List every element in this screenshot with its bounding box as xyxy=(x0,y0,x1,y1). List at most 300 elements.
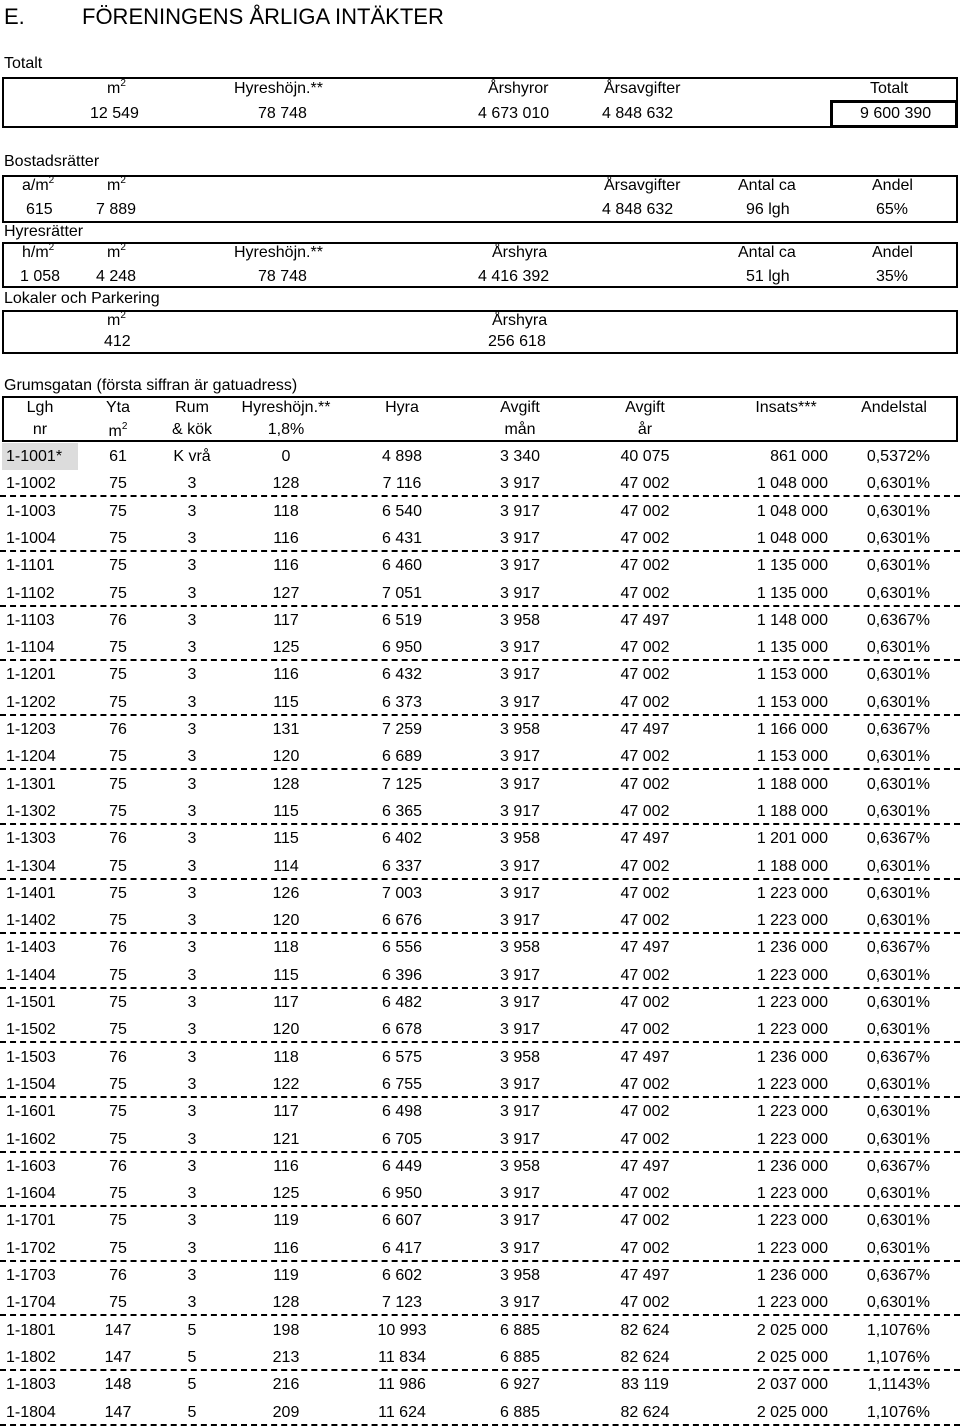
cell-avgift-ar: 47 002 xyxy=(620,912,670,930)
cell-hyra: 6 676 xyxy=(381,912,423,930)
cell-hyreshojn: 116 xyxy=(273,1239,299,1257)
lokaler-header-m2: $m^2$ xyxy=(107,310,126,329)
table-row xyxy=(0,1207,960,1234)
cell-avgift-ar: 47 002 xyxy=(620,557,670,575)
table-row xyxy=(0,1016,960,1043)
cell-hyreshojn: 115 xyxy=(273,802,299,820)
cell-lgh: 1-1504 xyxy=(6,1075,56,1093)
cell-avgift-man: 6 885 xyxy=(499,1321,541,1339)
cell-hyra: 7 125 xyxy=(381,775,423,793)
cell-andelstal: 0,6301% xyxy=(866,475,930,493)
cell-lgh: 1-1403 xyxy=(6,939,56,957)
cell-insats: 1 135 000 xyxy=(756,557,828,575)
cell-rum: 3 xyxy=(187,802,197,820)
bostadsratter-header-antal: Antal ca xyxy=(738,177,796,194)
cell-hyreshojn: 116 xyxy=(273,1157,299,1175)
cell-andelstal: 1,1076% xyxy=(866,1403,930,1421)
bostadsratter-value-andel: 65% xyxy=(876,201,909,218)
cell-hyra: 6 678 xyxy=(381,1021,423,1039)
table-row xyxy=(0,443,960,470)
cell-lgh: 1-1002 xyxy=(6,475,56,493)
cell-hyreshojn: 118 xyxy=(273,502,299,520)
cell-insats: 1 223 000 xyxy=(756,1075,828,1093)
cell-insats: 1 148 000 xyxy=(756,611,828,629)
cell-avgift-ar: 47 002 xyxy=(620,748,670,766)
cell-rum: 3 xyxy=(187,1075,197,1093)
cell-avgift-ar: 47 002 xyxy=(620,1294,670,1312)
cell-insats: 2 025 000 xyxy=(756,1403,828,1421)
cell-andelstal: 0,6301% xyxy=(866,529,930,547)
cell-hyreshojn: 216 xyxy=(272,1376,300,1394)
totalt-label: Totalt xyxy=(4,55,43,72)
bostadsratter-label: Bostadsrätter xyxy=(4,153,100,170)
cell-insats: 1 223 000 xyxy=(756,1103,828,1121)
table-row xyxy=(0,825,960,852)
cell-insats: 1 188 000 xyxy=(756,857,828,875)
cell-hyra: 6 950 xyxy=(381,1185,423,1203)
cell-insats: 1 236 000 xyxy=(756,1157,828,1175)
cell-lgh: 1-1801 xyxy=(6,1321,56,1339)
cell-rum: 5 xyxy=(187,1376,197,1394)
cell-avgift-ar: 40 075 xyxy=(620,448,670,465)
cell-avgift-man: 3 917 xyxy=(499,1021,541,1039)
cell-avgift-man: 3 917 xyxy=(499,502,541,520)
hyresratter-value-antal: 51 lgh xyxy=(746,268,790,285)
cell-yta: 76 xyxy=(109,721,127,738)
cell-rum: 3 xyxy=(187,584,197,602)
cell-lgh: 1-1704 xyxy=(6,1294,56,1312)
cell-andelstal: 1,1076% xyxy=(866,1348,930,1366)
cell-hyreshojn: 213 xyxy=(272,1348,300,1366)
cell-yta: 75 xyxy=(109,1130,127,1148)
cell-yta: 75 xyxy=(109,693,127,711)
cell-andelstal: 0,6301% xyxy=(866,1239,930,1257)
cell-insats: 1 166 000 xyxy=(756,721,828,738)
header-andelstal: Andelstal xyxy=(861,399,927,416)
cell-yta: 75 xyxy=(109,748,127,766)
table-row xyxy=(0,689,960,716)
cell-rum: 3 xyxy=(187,939,197,957)
cell-avgift-ar: 47 497 xyxy=(620,1267,670,1284)
table-row xyxy=(0,634,960,661)
cell-avgift-man: 3 917 xyxy=(499,1130,541,1148)
hyresratter-value-arshyra: 4 416 392 xyxy=(478,268,550,285)
table-row xyxy=(0,1126,960,1153)
cell-avgift-man: 6 927 xyxy=(499,1376,541,1394)
cell-hyreshojn: 115 xyxy=(273,693,299,711)
cell-rum: 3 xyxy=(187,611,197,629)
cell-rum: 3 xyxy=(187,966,197,984)
cell-lgh: 1-1602 xyxy=(6,1130,56,1148)
cell-insats: 1 048 000 xyxy=(756,475,828,493)
cell-insats: 1 236 000 xyxy=(756,1267,828,1284)
cell-andelstal: 0,6301% xyxy=(866,666,930,684)
cell-yta: 76 xyxy=(109,611,127,629)
hyresratter-value-hyreshojn: 78 748 xyxy=(258,268,307,285)
table-row xyxy=(0,1044,960,1071)
hyresratter-header-andel: Andel xyxy=(872,244,913,261)
table-row xyxy=(0,1071,960,1098)
cell-yta: 61 xyxy=(109,448,127,465)
cell-rum: 3 xyxy=(187,721,197,738)
table-row xyxy=(0,716,960,743)
cell-lgh: 1-1402 xyxy=(6,912,56,930)
totalt-value-totalt: 9 600 390 xyxy=(860,105,932,122)
cell-andelstal: 0,5372% xyxy=(866,448,930,465)
header-rum: Rum xyxy=(175,399,209,416)
header-avgift-man: Avgift xyxy=(500,399,540,416)
cell-lgh: 1-1001* xyxy=(6,448,63,465)
cell-avgift-ar: 47 002 xyxy=(620,639,670,657)
cell-yta: 76 xyxy=(109,1157,127,1175)
cell-hyra: 6 540 xyxy=(381,502,423,520)
cell-lgh: 1-1404 xyxy=(6,966,56,984)
cell-avgift-ar: 47 002 xyxy=(620,475,670,493)
cell-insats: 1 223 000 xyxy=(756,1130,828,1148)
cell-insats: 1 135 000 xyxy=(756,584,828,602)
cell-insats: 1 223 000 xyxy=(756,1185,828,1203)
cell-andelstal: 0,6301% xyxy=(866,1021,930,1039)
cell-hyra: 6 556 xyxy=(381,939,423,957)
cell-avgift-man: 3 917 xyxy=(499,557,541,575)
cell-avgift-ar: 47 002 xyxy=(620,1130,670,1148)
cell-hyra: 6 396 xyxy=(381,966,423,984)
cell-hyra: 6 689 xyxy=(381,748,423,766)
table-row xyxy=(0,907,960,934)
cell-yta: 75 xyxy=(109,775,127,793)
hyresratter-header-hyreshojn: Hyreshöjn.** xyxy=(234,244,323,261)
lokaler-value-arshyra: 256 618 xyxy=(488,333,546,350)
cell-insats: 1 223 000 xyxy=(756,966,828,984)
cell-hyra: 6 373 xyxy=(381,693,423,711)
cell-hyreshojn: 116 xyxy=(273,557,299,575)
cell-andelstal: 0,6301% xyxy=(866,693,930,711)
cell-avgift-ar: 47 002 xyxy=(620,666,670,684)
cell-avgift-ar: 47 002 xyxy=(620,884,670,902)
cell-avgift-ar: 47 002 xyxy=(620,857,670,875)
bostadsratter-value-antal: 96 lgh xyxy=(746,201,790,218)
cell-hyra: 11 986 xyxy=(378,1376,426,1394)
cell-rum: 5 xyxy=(187,1348,197,1366)
cell-avgift-man: 3 917 xyxy=(499,639,541,657)
cell-hyreshojn: 125 xyxy=(272,639,300,657)
totalt-header-m2: $m^2$ xyxy=(107,78,126,97)
cell-lgh: 1-1604 xyxy=(6,1185,56,1203)
cell-hyra: 7 123 xyxy=(381,1294,423,1312)
row-divider xyxy=(0,1424,960,1426)
header2-rum: & kök xyxy=(171,421,212,438)
cell-lgh: 1-1802 xyxy=(6,1348,56,1366)
cell-avgift-ar: 47 002 xyxy=(620,1103,670,1121)
cell-rum: 5 xyxy=(187,1403,197,1421)
cell-hyra: 6 519 xyxy=(381,611,423,629)
cell-andelstal: 0,6367% xyxy=(866,939,930,957)
cell-andelstal: 0,6301% xyxy=(866,884,930,902)
hyresratter-value-m2: 4 248 xyxy=(96,268,137,285)
cell-insats: 1 048 000 xyxy=(756,529,828,547)
cell-andelstal: 0,6301% xyxy=(866,775,930,793)
lokaler-box xyxy=(2,310,958,354)
cell-hyreshojn: 122 xyxy=(272,1075,300,1093)
cell-yta: 75 xyxy=(109,1212,127,1230)
cell-yta: 75 xyxy=(109,802,127,820)
header-lgh: Lgh xyxy=(26,399,54,416)
cell-rum: 3 xyxy=(187,857,197,875)
cell-lgh: 1-1302 xyxy=(6,802,56,820)
cell-hyreshojn: 117 xyxy=(273,611,299,629)
cell-rum: 3 xyxy=(187,475,197,493)
cell-insats: 1 223 000 xyxy=(756,994,828,1011)
cell-avgift-ar: 47 497 xyxy=(620,830,670,848)
cell-yta: 148 xyxy=(104,1376,132,1394)
cell-hyreshojn: 128 xyxy=(272,475,300,493)
cell-yta: 75 xyxy=(109,666,127,684)
cell-insats: 1 153 000 xyxy=(756,693,828,711)
cell-yta: 76 xyxy=(109,1048,127,1066)
cell-rum: 3 xyxy=(187,775,197,793)
cell-hyreshojn: 120 xyxy=(272,1021,300,1039)
cell-rum: 3 xyxy=(187,1185,197,1203)
cell-avgift-man: 3 917 xyxy=(499,1185,541,1203)
section-letter: E. xyxy=(4,4,25,29)
cell-andelstal: 0,6367% xyxy=(866,721,930,738)
cell-hyra: 7 116 xyxy=(382,475,422,493)
cell-lgh: 1-1203 xyxy=(6,721,56,738)
cell-avgift-ar: 47 002 xyxy=(620,529,670,547)
header2-avgift-ar: år xyxy=(637,421,653,438)
cell-hyra: 6 431 xyxy=(381,529,423,547)
cell-andelstal: 0,6301% xyxy=(866,639,930,657)
cell-hyra: 6 607 xyxy=(381,1212,423,1230)
cell-andelstal: 0,6301% xyxy=(866,1130,930,1148)
cell-hyra: 6 432 xyxy=(381,666,423,684)
cell-hyreshojn: 117 xyxy=(273,1103,299,1121)
cell-hyreshojn: 115 xyxy=(273,830,299,848)
lokaler-header-arshyra: Årshyra xyxy=(492,312,548,329)
cell-hyra: 4 898 xyxy=(381,448,423,465)
header-insats: Insats*** xyxy=(755,399,817,416)
cell-hyreshojn: 128 xyxy=(272,1294,300,1312)
table-row xyxy=(0,1371,960,1398)
table-row xyxy=(0,1289,960,1316)
cell-lgh: 1-1101 xyxy=(6,557,55,575)
cell-rum: 3 xyxy=(187,912,197,930)
cell-andelstal: 0,6301% xyxy=(866,994,930,1011)
cell-hyra: 6 402 xyxy=(381,830,423,848)
cell-avgift-ar: 47 002 xyxy=(620,775,670,793)
cell-yta: 75 xyxy=(109,966,127,984)
cell-avgift-man: 3 917 xyxy=(499,666,541,684)
cell-insats: 1 236 000 xyxy=(756,939,828,957)
cell-hyra: 6 482 xyxy=(381,994,423,1011)
table-row xyxy=(0,1262,960,1289)
cell-lgh: 1-1102 xyxy=(6,584,55,602)
cell-avgift-ar: 47 497 xyxy=(620,721,670,738)
cell-insats: 1 223 000 xyxy=(756,912,828,930)
cell-lgh: 1-1803 xyxy=(6,1376,56,1394)
table-row xyxy=(0,1180,960,1207)
cell-yta: 76 xyxy=(109,1267,127,1284)
cell-lgh: 1-1501 xyxy=(6,994,56,1011)
cell-yta: 76 xyxy=(109,939,127,957)
cell-avgift-ar: 47 497 xyxy=(620,1157,670,1175)
cell-lgh: 1-1202 xyxy=(6,693,56,711)
header-yta: Yta xyxy=(105,399,130,416)
cell-avgift-ar: 47 002 xyxy=(620,584,670,602)
bostadsratter-box xyxy=(2,175,958,223)
cell-hyra: 6 705 xyxy=(381,1130,423,1148)
cell-rum: 3 xyxy=(187,502,197,520)
cell-hyreshojn: 117 xyxy=(273,994,299,1011)
cell-hyreshojn: 119 xyxy=(273,1267,299,1284)
cell-avgift-ar: 47 002 xyxy=(620,502,670,520)
cell-avgift-man: 3 958 xyxy=(499,1157,541,1175)
totalt-header-arshyror: Årshyror xyxy=(488,80,549,97)
cell-yta: 75 xyxy=(109,502,127,520)
cell-andelstal: 0,6301% xyxy=(866,857,930,875)
cell-yta: 75 xyxy=(109,912,127,930)
hyresratter-value-h-m2: 1 058 xyxy=(20,268,61,285)
cell-insats: 2 025 000 xyxy=(756,1348,828,1366)
table-row xyxy=(0,1235,960,1262)
cell-yta: 147 xyxy=(104,1321,132,1339)
cell-lgh: 1-1503 xyxy=(6,1048,56,1066)
cell-insats: 1 188 000 xyxy=(756,802,828,820)
cell-avgift-man: 3 917 xyxy=(499,884,541,902)
cell-andelstal: 0,6367% xyxy=(866,830,930,848)
table-row xyxy=(0,525,960,552)
table-row xyxy=(0,552,960,579)
cell-avgift-ar: 47 497 xyxy=(620,939,670,957)
cell-andelstal: 0,6301% xyxy=(866,1075,930,1093)
cell-insats: 1 188 000 xyxy=(756,775,828,793)
cell-rum: 3 xyxy=(187,639,197,657)
hyresratter-header-antal: Antal ca xyxy=(738,244,796,261)
header-hyra: Hyra xyxy=(385,399,419,416)
cell-hyra: 6 337 xyxy=(381,857,423,875)
cell-andelstal: 1,1076% xyxy=(866,1321,930,1339)
cell-lgh: 1-1603 xyxy=(6,1157,56,1175)
cell-lgh: 1-1401 xyxy=(6,884,56,902)
cell-avgift-ar: 47 002 xyxy=(620,966,670,984)
cell-hyreshojn: 121 xyxy=(272,1130,300,1148)
cell-lgh: 1-1003 xyxy=(6,502,56,520)
cell-andelstal: 0,6301% xyxy=(866,502,930,520)
cell-andelstal: 0,6367% xyxy=(866,1048,930,1066)
cell-yta: 75 xyxy=(109,584,127,602)
totalt-value-arsavgifter: 4 848 632 xyxy=(602,105,674,122)
cell-rum: 3 xyxy=(187,1212,197,1230)
cell-avgift-man: 3 917 xyxy=(499,693,541,711)
cell-insats: 1 223 000 xyxy=(756,1239,828,1257)
cell-avgift-man: 3 917 xyxy=(499,1212,541,1230)
cell-avgift-man: 3 958 xyxy=(499,611,541,629)
cell-yta: 75 xyxy=(109,1103,127,1121)
cell-hyreshojn: 115 xyxy=(273,966,299,984)
cell-andelstal: 0,6301% xyxy=(866,1294,930,1312)
page-title: FÖRENINGENS ÅRLIGA INTÄKTER xyxy=(82,4,444,29)
cell-lgh: 1-1804 xyxy=(6,1403,56,1421)
cell-insats: 1 048 000 xyxy=(756,502,828,520)
cell-hyreshojn: 131 xyxy=(272,721,300,738)
cell-lgh: 1-1502 xyxy=(6,1021,56,1039)
cell-avgift-man: 3 917 xyxy=(499,775,541,793)
cell-insats: 861 000 xyxy=(770,448,828,465)
cell-avgift-man: 3 917 xyxy=(499,802,541,820)
cell-yta: 75 xyxy=(109,557,127,575)
header2-avgift-man: mån xyxy=(504,421,536,438)
cell-hyreshojn: 126 xyxy=(272,884,300,902)
bostadsratter-header-andel: Andel xyxy=(872,177,913,194)
header-avgift-ar: Avgift xyxy=(625,399,665,416)
cell-andelstal: 0,6301% xyxy=(866,1212,930,1230)
cell-hyra: 7 259 xyxy=(381,721,423,738)
bostadsratter-header-m2: $m^2$ xyxy=(107,175,126,194)
cell-avgift-man: 3 917 xyxy=(499,1239,541,1257)
cell-avgift-man: 3 917 xyxy=(499,966,541,984)
cell-avgift-man: 3 917 xyxy=(499,994,541,1011)
cell-insats: 1 223 000 xyxy=(756,1294,828,1312)
cell-andelstal: 0,6301% xyxy=(866,584,930,602)
cell-hyra: 7 003 xyxy=(381,884,423,902)
table-row xyxy=(0,989,960,1016)
table-row xyxy=(0,880,960,907)
cell-rum: 3 xyxy=(187,529,197,547)
cell-lgh: 1-1703 xyxy=(6,1267,56,1284)
cell-yta: 75 xyxy=(109,884,127,902)
cell-hyreshojn: 116 xyxy=(273,529,299,547)
cell-insats: 2 037 000 xyxy=(756,1376,828,1394)
table-row xyxy=(0,607,960,634)
cell-rum: 3 xyxy=(187,884,197,902)
cell-rum: 3 xyxy=(187,557,197,575)
cell-avgift-man: 3 917 xyxy=(499,529,541,547)
cell-avgift-man: 6 885 xyxy=(499,1403,541,1421)
table-row xyxy=(0,771,960,798)
hyresratter-header-h-m2: $h/m^2$ xyxy=(22,242,55,261)
table-row xyxy=(0,798,960,825)
cell-avgift-ar: 47 002 xyxy=(620,693,670,711)
cell-rum: 3 xyxy=(187,693,197,711)
cell-avgift-man: 3 917 xyxy=(499,748,541,766)
cell-insats: 1 135 000 xyxy=(756,639,828,657)
header2-hyreshojn: 1,8% xyxy=(267,421,305,438)
cell-andelstal: 0,6301% xyxy=(866,557,930,575)
table-row xyxy=(0,1344,960,1371)
cell-rum: 3 xyxy=(187,1021,197,1039)
cell-hyreshojn: 127 xyxy=(272,584,300,602)
cell-rum: 3 xyxy=(187,666,197,684)
header-hyreshojn: Hyreshöjn.** xyxy=(241,399,331,416)
bostadsratter-header-arsavgifter: Årsavgifter xyxy=(604,177,681,194)
hyresratter-label: Hyresrätter xyxy=(4,223,84,240)
cell-lgh: 1-1701 xyxy=(6,1212,56,1230)
cell-hyra: 10 993 xyxy=(377,1321,427,1339)
cell-avgift-man: 3 917 xyxy=(499,912,541,930)
cell-avgift-man: 3 917 xyxy=(499,1103,541,1121)
cell-lgh: 1-1301 xyxy=(6,775,56,793)
cell-hyreshojn: 120 xyxy=(272,912,300,930)
cell-yta: 75 xyxy=(109,994,127,1011)
cell-avgift-man: 3 958 xyxy=(499,1267,541,1284)
cell-yta: 75 xyxy=(109,475,127,493)
hyresratter-header-arshyra: Årshyra xyxy=(492,244,548,261)
cell-avgift-man: 3 958 xyxy=(499,830,541,848)
cell-andelstal: 0,6301% xyxy=(866,748,930,766)
cell-yta: 75 xyxy=(109,1294,127,1312)
table-row xyxy=(0,498,960,525)
header2-lgh: nr xyxy=(32,421,48,438)
